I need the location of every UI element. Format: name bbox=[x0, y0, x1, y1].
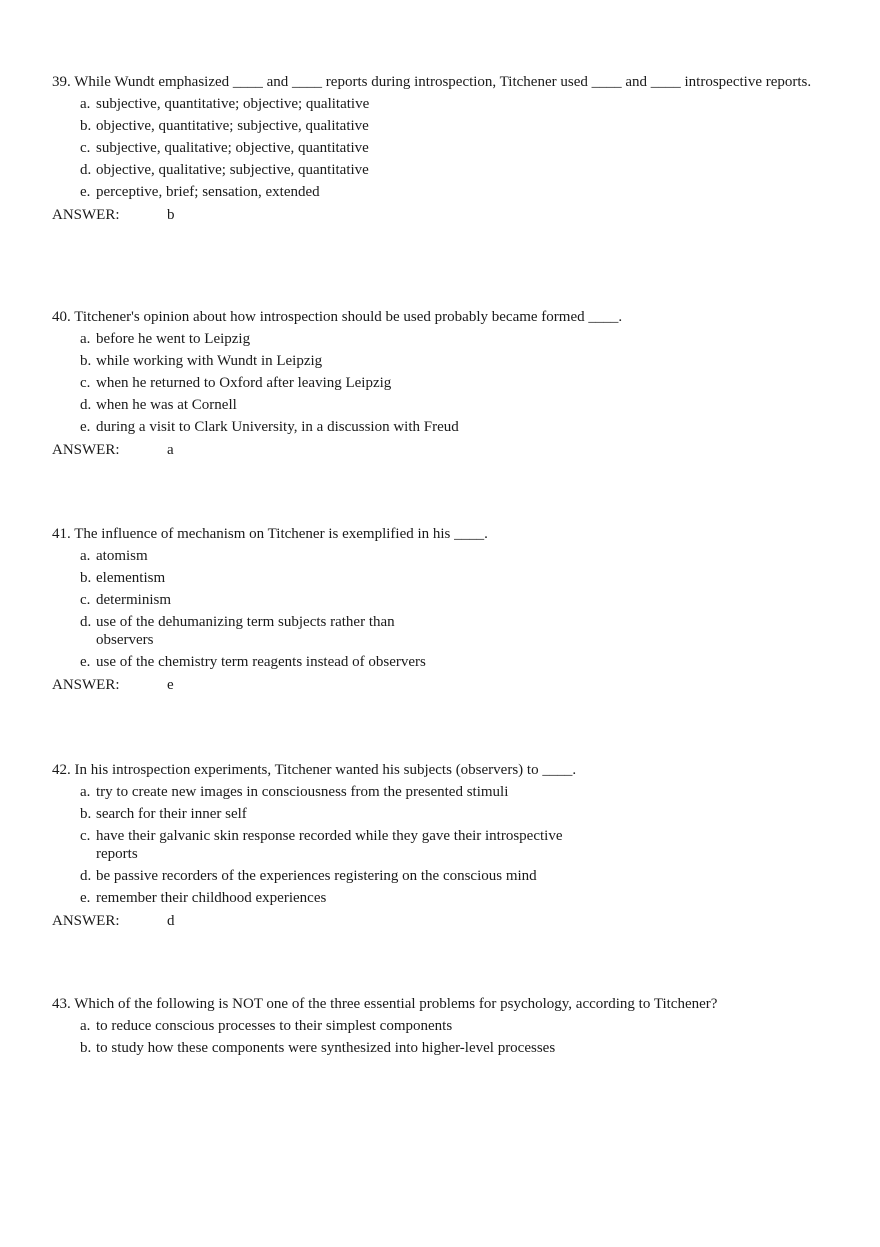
question-number: 41. bbox=[52, 526, 71, 542]
option-text: objective, qualitative; subjective, quantitative bbox=[96, 162, 369, 178]
option-letter: b. bbox=[80, 806, 92, 822]
option-letter: d. bbox=[80, 162, 92, 178]
answer-label: ANSWER: bbox=[52, 913, 120, 929]
option-a bbox=[80, 547, 812, 565]
option-text: use of the dehumanizing term subjects rather than observers bbox=[96, 614, 395, 648]
option-letter: c. bbox=[80, 592, 91, 608]
question-42 bbox=[52, 761, 812, 930]
option-letter: b. bbox=[80, 570, 92, 586]
answer-label: ANSWER: bbox=[52, 442, 120, 458]
option-c bbox=[80, 591, 812, 609]
option-text: have their galvanic skin response recorded while they gave their introspective reports bbox=[96, 828, 563, 862]
question-stem bbox=[52, 761, 812, 779]
question-41 bbox=[52, 525, 812, 694]
option-b bbox=[80, 117, 812, 135]
option-d bbox=[80, 867, 812, 885]
option-letter: d. bbox=[80, 614, 92, 630]
option-text: atomism bbox=[96, 548, 148, 564]
option-text: to reduce conscious processes to their simplest components bbox=[96, 1018, 453, 1034]
option-e bbox=[80, 183, 812, 201]
option-text: while working with Wundt in Leipzig bbox=[96, 353, 323, 369]
question-40 bbox=[52, 308, 812, 459]
option-text: to study how these components were synthesized into higher-level processes bbox=[96, 1040, 556, 1056]
option-text: subjective, quantitative; objective; qualitative bbox=[96, 96, 370, 112]
option-text: use of the chemistry term reagents instead of observers bbox=[96, 654, 426, 670]
options-list bbox=[52, 95, 812, 201]
option-letter: d. bbox=[80, 868, 92, 884]
options-list bbox=[52, 547, 812, 671]
answer-label: ANSWER: bbox=[52, 677, 120, 693]
answer-label: ANSWER: bbox=[52, 207, 120, 223]
option-letter: e. bbox=[80, 419, 91, 435]
option-letter: c. bbox=[80, 140, 91, 156]
option-letter: c. bbox=[80, 828, 91, 844]
answer-value: a bbox=[167, 442, 174, 458]
option-e bbox=[80, 653, 812, 671]
option-text: during a visit to Clark University, in a discussion with Freud bbox=[96, 419, 459, 435]
option-letter: c. bbox=[80, 375, 91, 391]
option-d bbox=[80, 161, 812, 179]
option-letter: a. bbox=[80, 331, 91, 347]
question-text: While Wundt emphasized ____ and ____ reports during introspection, Titchener used ____ and ____ introspective reports. bbox=[74, 74, 812, 90]
option-text: when he returned to Oxford after leaving Leipzig bbox=[96, 375, 392, 391]
option-text: remember their childhood experiences bbox=[96, 890, 327, 906]
option-a bbox=[80, 783, 812, 801]
option-a bbox=[80, 1017, 812, 1035]
option-text: try to create new images in consciousness from the presented stimuli bbox=[96, 784, 509, 800]
question-39 bbox=[52, 73, 812, 224]
option-text: elementism bbox=[96, 570, 166, 586]
option-letter: a. bbox=[80, 548, 91, 564]
question-number: 39. bbox=[52, 74, 71, 90]
question-text: Titchener's opinion about how introspection should be used probably became formed ____. bbox=[74, 309, 623, 325]
option-letter: a. bbox=[80, 784, 91, 800]
option-b bbox=[80, 352, 812, 370]
option-b bbox=[80, 569, 812, 587]
option-letter: b. bbox=[80, 1040, 92, 1056]
answer-value: d bbox=[167, 913, 175, 929]
answer-row bbox=[52, 441, 812, 459]
question-43 bbox=[52, 995, 812, 1057]
option-letter: b. bbox=[80, 118, 92, 134]
option-letter: e. bbox=[80, 184, 91, 200]
option-letter: b. bbox=[80, 353, 92, 369]
option-a bbox=[80, 330, 812, 348]
option-letter: a. bbox=[80, 1018, 91, 1034]
option-letter: e. bbox=[80, 654, 91, 670]
options-list bbox=[52, 330, 812, 436]
question-stem bbox=[52, 308, 812, 326]
option-text: objective, quantitative; subjective, qualitative bbox=[96, 118, 369, 134]
question-stem bbox=[52, 525, 812, 543]
option-b bbox=[80, 1039, 812, 1057]
answer-row bbox=[52, 676, 812, 694]
question-stem bbox=[52, 73, 812, 91]
question-text: In his introspection experiments, Titchener wanted his subjects (observers) to ____. bbox=[74, 762, 577, 778]
question-stem bbox=[52, 995, 812, 1013]
option-a bbox=[80, 95, 812, 113]
option-letter: d. bbox=[80, 397, 92, 413]
option-text: subjective, qualitative; objective, quantitative bbox=[96, 140, 369, 156]
option-d bbox=[80, 613, 812, 649]
option-e bbox=[80, 418, 812, 436]
question-number: 40. bbox=[52, 309, 71, 325]
options-list bbox=[52, 1017, 812, 1057]
question-text: Which of the following is NOT one of the three essential problems for psychology, according to Titchener? bbox=[74, 996, 718, 1012]
option-b bbox=[80, 805, 812, 823]
option-text: determinism bbox=[96, 592, 171, 608]
option-d bbox=[80, 396, 812, 414]
option-text: when he was at Cornell bbox=[96, 397, 237, 413]
option-text: before he went to Leipzig bbox=[96, 331, 251, 347]
option-text: be passive recorders of the experiences registering on the conscious mind bbox=[96, 868, 537, 884]
option-text: search for their inner self bbox=[96, 806, 247, 822]
option-letter: e. bbox=[80, 890, 91, 906]
question-number: 43. bbox=[52, 996, 71, 1012]
question-text: The influence of mechanism on Titchener is exemplified in his ____. bbox=[74, 526, 488, 542]
option-c bbox=[80, 139, 812, 157]
answer-row bbox=[52, 206, 812, 224]
answer-value: b bbox=[167, 207, 175, 223]
answer-value: e bbox=[167, 677, 174, 693]
option-c bbox=[80, 827, 812, 863]
answer-row bbox=[52, 912, 812, 930]
options-list bbox=[52, 783, 812, 907]
option-e bbox=[80, 889, 812, 907]
option-text: perceptive, brief; sensation, extended bbox=[96, 184, 320, 200]
question-number: 42. bbox=[52, 762, 71, 778]
option-c bbox=[80, 374, 812, 392]
option-letter: a. bbox=[80, 96, 91, 112]
